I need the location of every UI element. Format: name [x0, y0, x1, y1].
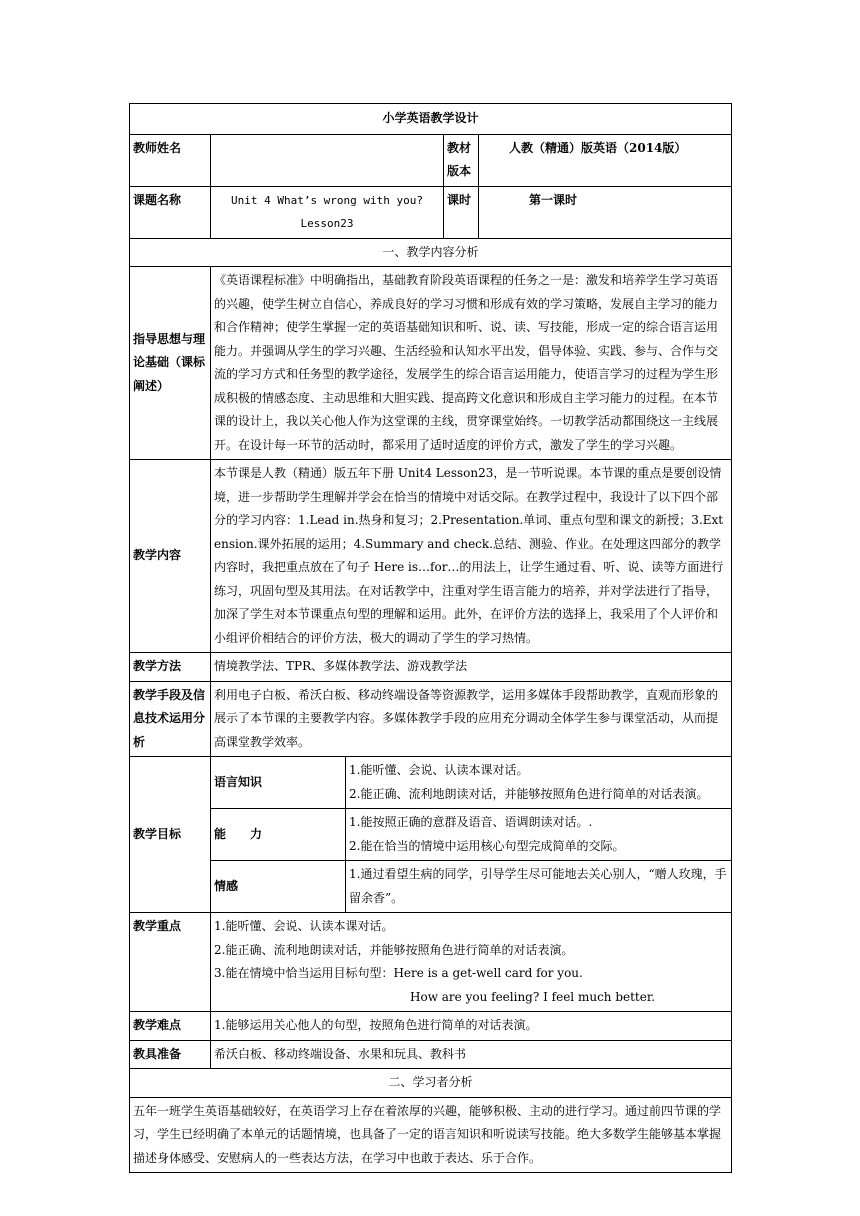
goal-language-label: 语言知识 — [211, 757, 346, 809]
teacher-name-value — [211, 134, 444, 186]
goal-language-line2: 2.能正确、流利地朗读对话，并能够按照角色进行简单的对话表演。 — [349, 786, 709, 801]
teaching-aids-label: 教具准备 — [130, 1040, 211, 1069]
section-title-content-analysis: 一、教学内容分析 — [130, 238, 732, 267]
goal-emotion-label: 情感 — [211, 861, 346, 913]
section-title-learner-analysis: 二、学习者分析 — [130, 1069, 732, 1098]
lesson-topic-value — [211, 186, 444, 238]
teaching-aids-text: 希沃白板、移动终端设备、水果和玩具、教科书 — [211, 1040, 732, 1069]
lesson-plan-sheet — [129, 103, 731, 1173]
teaching-tech-label: 教学手段及信息技术运用分析 — [130, 681, 211, 757]
learner-analysis-text: 五年一班学生英语基础较好，在英语学习上存在着浓厚的兴趣，能够积极、主动的进行学习。通过前四节课的学习，学生已经明确了本单元的话题情境，也具备了一定的语言知识和听说读写技能。绝大多数学生能够基本掌握描述身体感受、安慰病人的一些表达方法，在学习中也敢于表达、乐于合作。 — [130, 1097, 732, 1173]
teacher-name-label: 教师姓名 — [130, 134, 211, 186]
guidance-label: 指导思想与理论基础（课标阐述） — [130, 267, 211, 460]
guidance-text: 《英语课程标准》中明确指出，基础教育阶段英语课程的任务之一是：激发和培养学生学习英语的兴趣，使学生树立自信心，养成良好的学习习惯和形成有效的学习策略，发展自主学习的能力和合作精神；使学生掌握一定的英语基础知识和听、说、读、写技能，形成一定的综合语言运用能力。并强调从学生的学习兴趣、生活经验和认知水平出发，倡导体验、实践、参与、合作与交流的学习方式和任务型的教学途径，发展学生的综合语言运用能力，使语言学习的过程为学生形成积极的情感态度、主动思维和大胆实践、提高跨文化意识和形成自主学习能力的过程。在本节课的设计上，我以关心他人作为这堂课的主线，贯穿课堂始终。一切教学活动都围绕这一主线展开。在设计每一环节的活动时，都采用了适时适度的评价方式，激发了学生的学习兴趣。 — [211, 267, 732, 460]
difficult-points-text: 1.能够运用关心他人的句型，按照角色进行简单的对话表演。 — [211, 1012, 732, 1041]
lesson-topic-label: 课题名称 — [130, 186, 211, 238]
textbook-version-label: 教材版本 — [444, 134, 479, 186]
key-point-line1: 1.能听懂、会说、认读本课对话。 — [214, 919, 394, 933]
period-value: 第一课时 — [479, 186, 732, 238]
goal-ability-line1: 1.能按照正确的意群及语音、语调朗读对话。. — [349, 815, 593, 829]
lesson-topic-line1: Unit 4 What’s wrong with you? — [230, 193, 424, 207]
teaching-method-label: 教学方法 — [130, 653, 211, 682]
teaching-content-label: 教学内容 — [130, 460, 211, 653]
lesson-topic-line2: Lesson23 — [300, 217, 354, 230]
goal-ability-text — [346, 809, 732, 861]
lesson-plan-table — [129, 103, 732, 1173]
key-point-line4: How are you feeling? I feel much better. — [410, 989, 656, 1004]
key-point-line2: 2.能正确、流利地朗读对话，并能够按照角色进行简单的对话表演。 — [214, 942, 574, 957]
document-title: 小学英语教学设计 — [130, 104, 732, 135]
key-point-line3: 3.能在情境中恰当运用目标句型：Here is a get-well card for you. — [214, 966, 583, 980]
goal-language-line1: 1.能听懂、会说、认读本课对话。 — [349, 763, 529, 777]
key-points-label: 教学重点 — [130, 913, 211, 1012]
teaching-content-text: 本节课是人教（精通）版五年下册 Unit4 Lesson23，是一节听说课。本节课的重点是要创设情境，进一步帮助学生理解并学会在恰当的情境中对话交际。在教学过程中，我设计了以下四个部分的学习内容：1.Lead in.热身和复习；2.Presentation.单词、重点句型和课文的新授；3.Extension.课外拓展的运用；4.Summary and check.总结、测验、作业。在处理这四部分的教学内容时，我把重点放在了句子 Here is…for…的用法上，让学生通过看、听、说、读等方面进行练习，巩固句型及其用法。在对话教学中，注重对学生语言能力的培养，并对学法进行了指导，加深了学生对本节课重点句型的理解和运用。此外，在评价方法的选择上，我采用了个人评价和小组评价相结合的评价方法，极大的调动了学生的学习热情。 — [211, 460, 732, 653]
teaching-tech-text: 利用电子白板、希沃白板、移动终端设备等资源教学，运用多媒体手段帮助教学，直观而形象的展示了本节课的主要教学内容。多媒体教学手段的应用充分调动全体学生参与课堂活动，从而提高课堂教学效率。 — [211, 681, 732, 757]
teaching-goals-label: 教学目标 — [130, 757, 211, 913]
period-label: 课时 — [444, 186, 479, 238]
goal-emotion-text: 1.通过看望生病的同学，引导学生尽可能地去关心别人，“赠人玫瑰，手留余香”。 — [346, 861, 732, 913]
difficult-points-label: 教学难点 — [130, 1012, 211, 1041]
teaching-method-text: 情境教学法、TPR、多媒体教学法、游戏教学法 — [211, 653, 732, 682]
goal-ability-label: 能 力 — [211, 809, 346, 861]
goal-ability-line2: 2.能在恰当的情境中运用核心句型完成简单的交际。 — [349, 838, 625, 853]
goal-language-text — [346, 757, 732, 809]
textbook-version-value: 人教（精通）版英语（2014版） — [479, 134, 732, 186]
key-points-text — [211, 913, 732, 1012]
